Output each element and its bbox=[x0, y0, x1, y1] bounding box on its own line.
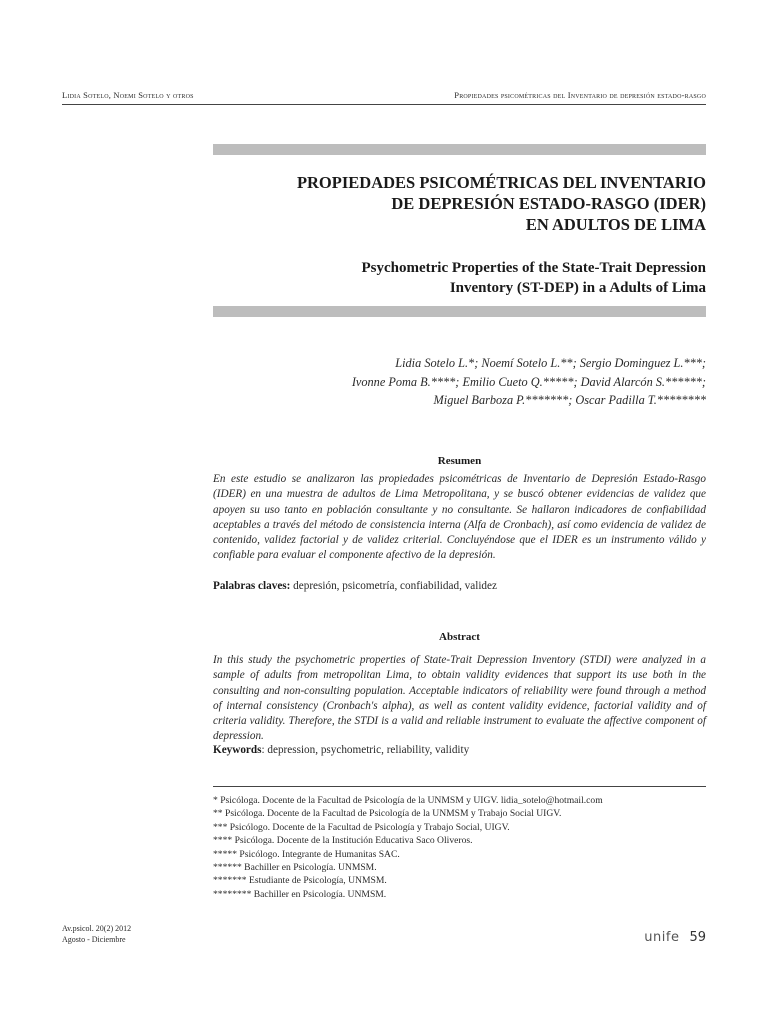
keywords bbox=[213, 744, 706, 756]
footnote: **** Psicóloga. Docente de la Institución Educativa Saco Oliveros. bbox=[213, 835, 473, 847]
title-bottom-bar bbox=[213, 306, 706, 317]
spanish-title-line: DE DEPRESIÓN ESTADO-RASGO (IDER) bbox=[391, 194, 706, 213]
footnote: * Psicóloga. Docente de la Facultad de Psicología de la UNMSM y UIGV. lidia_sotelo@hotmail.com bbox=[213, 795, 603, 806]
footnote: ** Psicóloga. Docente de la Facultad de Psicología de la UNMSM y Trabajo Social UIGV. bbox=[213, 808, 562, 820]
title-top-bar bbox=[213, 144, 706, 155]
english-title bbox=[213, 258, 706, 298]
unife-logo: unife bbox=[644, 930, 680, 945]
footnotes bbox=[213, 794, 706, 901]
running-header bbox=[62, 90, 706, 100]
palabras-claves-label: Palabras claves: bbox=[213, 580, 291, 592]
resumen-heading: Resumen bbox=[437, 455, 482, 467]
palabras-claves-values: depresión, psicometría, confiabilidad, validez bbox=[290, 580, 497, 592]
resumen-body: En este estudio se analizaron las propiedades psicométricas de Inventario de Depresión Estado-Rasgo (IDER) en una muestra de adultos de Lima Metropolitana, y se buscó obtener evidencias de validez que apoyen su uso tanto en población consultante y no consultante. Se hallaron indicadores de confiabilidad aceptables a través del método de consistencia interna (Alfa de Cronbach), así como evidencia de validez de contenido, validez factorial y de validez criterial. Concluyéndose que el IDER es un instrumento válido y confiable para evaluar el componente afectivo de la depresión. bbox=[213, 473, 706, 562]
footnote: ****** Bachiller en Psicología. UNMSM. bbox=[213, 862, 377, 874]
author-line: Miguel Barboza P.*******; Oscar Padilla T.******** bbox=[433, 393, 706, 407]
footnote: ***** Psicólogo. Integrante de Humanitas SAC. bbox=[213, 848, 400, 860]
page-footer bbox=[644, 930, 706, 945]
footnote-rule bbox=[213, 786, 706, 787]
english-title-line: Inventory (ST-DEP) in a Adults of Lima bbox=[449, 280, 706, 296]
author-line: Ivonne Poma B.****; Emilio Cueto Q.*****; David Alarcón S.******; bbox=[351, 374, 706, 389]
spanish-title bbox=[213, 172, 706, 235]
footnote: ******** Bachiller en Psicología. UNMSM. bbox=[213, 888, 387, 900]
journal-info bbox=[62, 924, 131, 945]
abstract-heading: Abstract bbox=[439, 631, 480, 643]
palabras-claves bbox=[213, 580, 706, 592]
keywords-values: : depression, psychometric, reliability, validity bbox=[261, 744, 470, 756]
footnote: *** Psicólogo. Docente de la Facultad de Psicología y Trabajo Social, UIGV. bbox=[213, 821, 510, 833]
header-rule bbox=[62, 104, 706, 105]
spanish-title-line: EN ADULTOS DE LIMA bbox=[525, 215, 706, 234]
journal-period: Agosto - Diciembre bbox=[62, 934, 126, 944]
keywords-label: Keywords bbox=[213, 744, 262, 756]
spanish-title-line: PROPIEDADES PSICOMÉTRICAS DEL INVENTARIO bbox=[296, 173, 706, 192]
page-number: 59 bbox=[689, 930, 706, 945]
running-header-authors: Lidia Sotelo, Noemi Sotelo y otros bbox=[62, 90, 194, 100]
author-line: Lidia Sotelo L.*; Noemí Sotelo L.**; Sergio Dominguez L.***; bbox=[395, 356, 706, 370]
footnote: ******* Estudiante de Psicología, UNMSM. bbox=[213, 875, 387, 887]
running-header-title: Propiedades psicométricas del Inventario de depresión estado-rasgo bbox=[454, 90, 706, 100]
abstract-body: In this study the psychometric properties of State-Trait Depression Inventory (STDI) were analyzed in a sample of adults from metropolitan Lima, to obtain validity evidences that support its use both in the consulting and non-consulting population. Acceptable indicators of reliability were found through a method of internal consistency (Cronbach's alpha), as well as content validity evidence, factorial validity and of criteria validity. Therefore, the STDI is a valid and reliable instrument to evaluate the affective component of depression. bbox=[213, 654, 706, 743]
journal-citation: Av.psicol. 20(2) 2012 bbox=[62, 924, 132, 933]
author-list bbox=[213, 354, 706, 410]
english-title-line: Psychometric Properties of the State-Trait Depression bbox=[361, 260, 706, 276]
